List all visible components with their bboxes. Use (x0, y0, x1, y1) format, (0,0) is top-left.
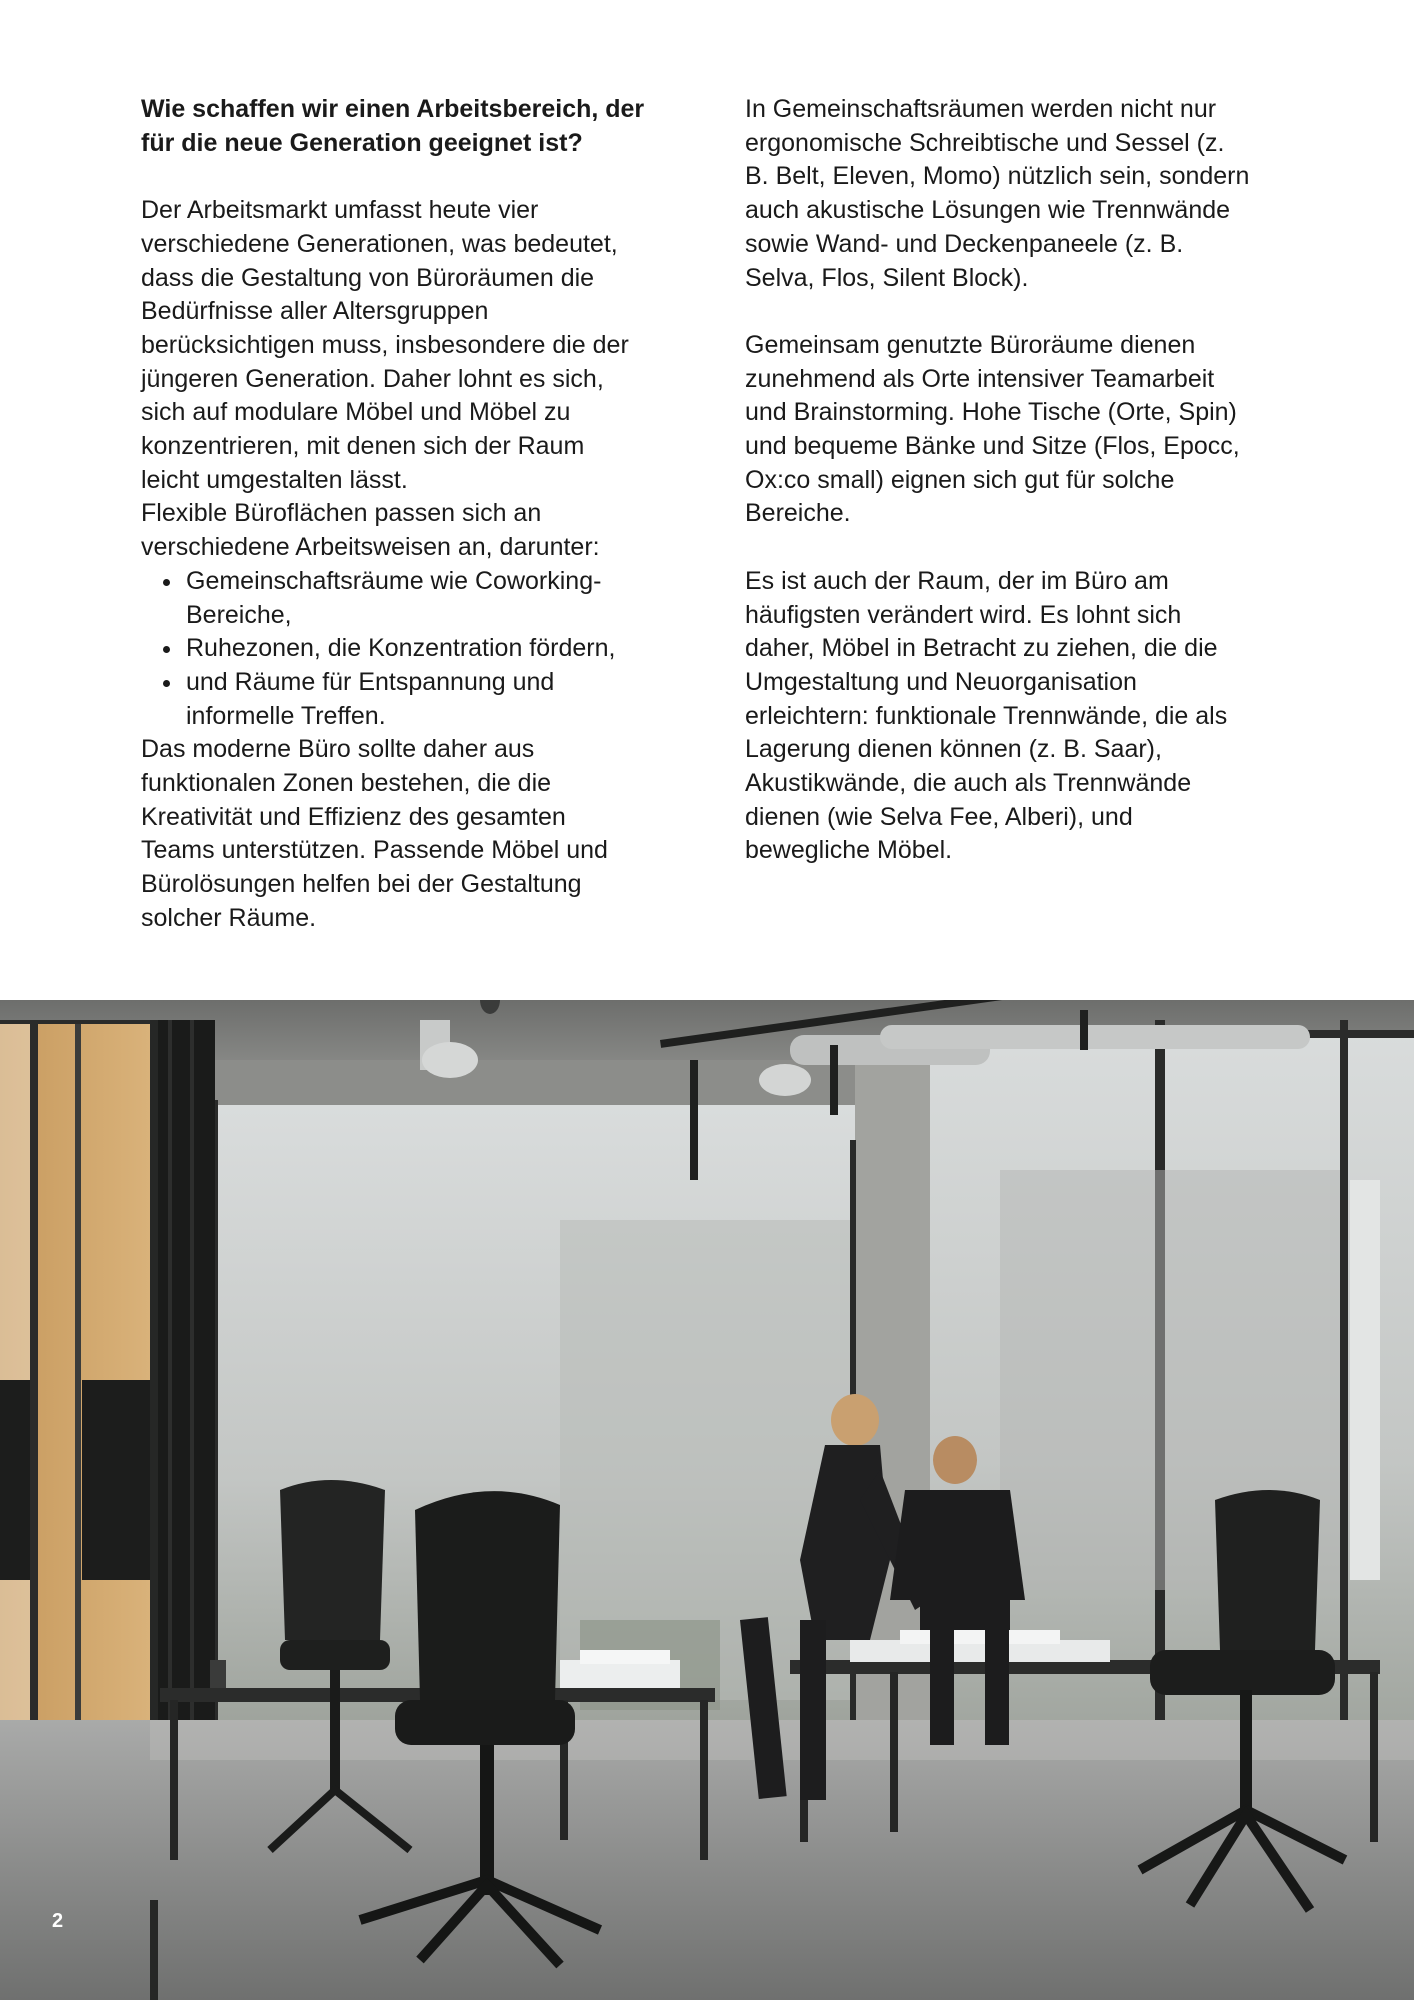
left-column (141, 93, 671, 936)
right-column (745, 93, 1275, 868)
paragraph-shared-offices: Gemeinsam genutzte Büroräume dienen zunehmend als Orte intensiver Teamarbeit und Brainstorming. Hohe Tische (Orte, Spin) und bequeme Bänke und Sitze (Flos, Epocc, Ox:co small) eignen sich gut für solche Bereiche. (745, 330, 1240, 528)
paragraph-modern-office: Das moderne Büro sollte daher aus funktionalen Zonen bestehen, die die Kreativität und Effizienz des gesamten Teams unterstützen. Passende Möbel und Bürolösungen helfen bei der Gestaltung solcher Räume. (141, 735, 608, 932)
bullet-list (141, 565, 671, 734)
paragraph-community-spaces: In Gemeinschaftsräumen werden nicht nur ergonomische Schreibtische und Sessel (z. B. Belt, Eleven, Momo) nützlich sein, sondern auch akustische Lösungen wie Trennwände sowie Wand- und Deckenpaneele (z. B. Selva, Flos, Silent Block). (745, 95, 1250, 292)
page-number: 2 (52, 1910, 64, 1932)
office-photo (0, 1000, 1414, 2000)
paragraph-generations: Der Arbeitsmarkt umfasst heute vier verschiedene Generationen, was bedeutet, dass die Gestaltung von Büroräumen die Bedürfnisse aller Altersgruppen berücksichtigen muss, insbesondere die der jüngeren Generation. Daher lohnt es sich, sich auf modulare Möbel und Möbel zu konzentrieren, mit denen sich der Raum leicht umgestalten lässt. (141, 196, 629, 494)
section-heading: Wie schaffen wir einen Arbeitsbereich, der für die neue Generation geeignet ist? (141, 95, 645, 157)
list-item: Gemeinschaftsräume wie Coworking- Bereiche, (141, 565, 671, 632)
list-item: und Räume für Entspannung und informelle Treffen. (141, 666, 671, 733)
list-item: Ruhezonen, die Konzentration fördern, (141, 632, 671, 666)
paragraph-changing-space: Es ist auch der Raum, der im Büro am häufigsten verändert wird. Es lohnt sich daher, Möbel in Betracht zu ziehen, die die Umgestaltung und Neuorganisation erleichtern: funktionale Trennwände, die als Lagerung dienen können (z. B. Saar), Akustikwände, die auch als Trennwände dienen (wie Selva Fee, Alberi), und bewegliche Möbel. (745, 566, 1228, 865)
paragraph-flexible-spaces: Flexible Büroflächen passen sich an verschiedene Arbeitsweisen an, darunter: (141, 499, 600, 562)
